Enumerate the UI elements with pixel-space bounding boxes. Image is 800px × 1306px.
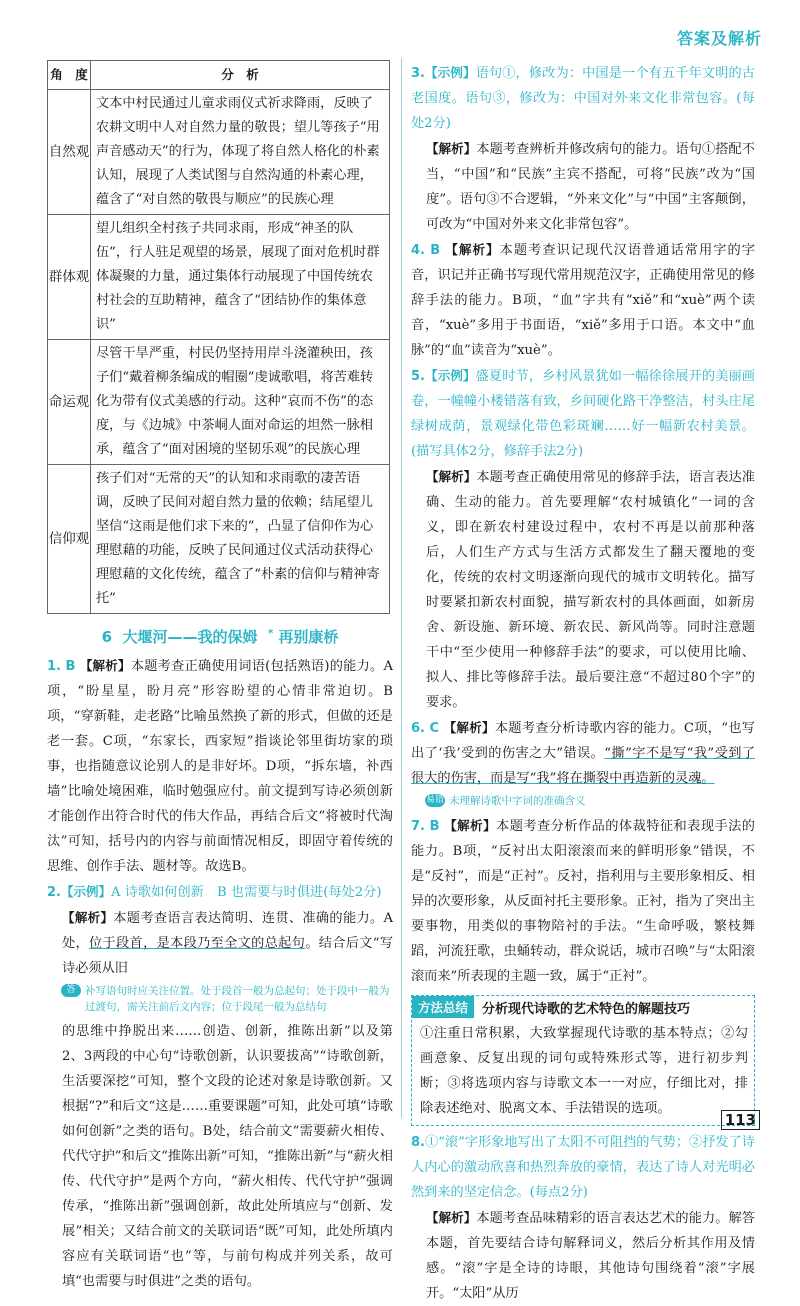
section-title-main: 大堰河——我的保姆 [122,628,258,646]
example-answer: 盛夏时节，乡村风景犹如一幅徐徐展开的美丽画卷，一幢幢小楼错落有致，乡间硬化路干净整洁，村头庄尾绿树成荫，景观绿化带色彩斑斓……好一幅新农村美景。(描写具体2分，修辞手法2分) [411,369,755,459]
error-text: 未理解诗歌中字词的准确含义 [449,795,586,807]
example-tag: 【示例】 [424,65,476,80]
answer-8-analysis [411,1205,755,1306]
example-tag: 【示例】 [424,368,476,383]
answer-3-analysis [411,136,755,237]
method-summary-box [411,995,755,1126]
analysis-tag: 【解析】 [445,242,500,257]
analysis-text: 本题考查分析作品的体裁特征和表现手法的能力。B项，“反衬出太阳滚滚而来的鲜明形象”错误，不是“反衬”，而是“正衬”。反衬，指利用与主要形象相反、相异的次要形象，从反面衬托主要形象。正衬，指为了突出主要事物，用类似的事物陪衬的手法。“生命呼吸，繁枝舞蹈，河流狂歌，虫蛹转动，群众说话，城市召唤”与“太阳滚滚而来”所表现的主题一致，属于“正衬”。 [411,819,755,984]
answer-3 [411,60,755,136]
analysis-text: 。结合后文“写诗必须从旧 [62,936,394,976]
table-row-key: 信仰观 [48,465,91,614]
table-row [48,465,390,614]
section-title-second: 再别康桥 [278,628,339,646]
answer-2 [47,879,393,905]
tip-text: 补写语句时应关注位置。处于段首一般为总起句；处于段中一般为过渡句，需关注前后文内容；位于段尾一般为总结句 [85,985,390,1013]
answer-5 [411,363,755,464]
table-row-text: 孩子们对“无常的天”的认知和求雨歌的凄苦语调，反映了民间对超自然力量的依赖；结尾望儿坚信“这雨是他们求下来的”，凸显了信仰作为心理慰藉的功能，反映了民间通过仪式活动获得心理慰藉的文化传统，蕴含了“朴素的信仰与精神寄托” [91,465,390,614]
answer-2-analysis [47,905,393,981]
answer-choice: B [429,819,440,834]
analysis-text: 本题考查正确使用常见的修辞手法，语言表达准确、生动的能力。首先要理解“农村城镇化”一词的含义，即在新农村建设过程中，农村不再是以前那种落后，人们生产方式与生活方式都发生了翻天覆地的变化，传统的农村文明逐渐向现代的城市文明转化。描写时要紧扣新农村面貌，描写新农村的具体画面，如新房舍、新设施、新环境、新农民、新风尚等。同时注意题干中“至少使用一种修辞手法”的要求，可以使用比喻、拟人、排比等修辞手法。最后要注意“不超过80个字”的要求。 [426,470,755,710]
section-title-sup: * [267,628,274,639]
example-answer: A 诗歌如何创新 B 也需要与时俱进(每处2分) [111,885,382,900]
answer-6 [411,715,755,791]
error-note [411,793,755,809]
question-number: 1. [47,659,61,674]
analysis-text: 本题考查语言表达简明、连贯、准确的能力。A处， [62,911,393,951]
answer-4 [411,237,755,363]
analysis-text: 本题考查品味精彩的语言表达艺术的能力。解答本题，首先要结合诗句解释词义，然后分析其作用及情感。“滚”字是全诗的诗眼，其他诗句围绕着“滚”字展开。“太阳”从历 [426,1211,755,1301]
table-row-text: 文本中村民通过儿童求雨仪式祈求降雨，反映了农耕文明中人对自然力量的敬畏；望儿等孩子“用声音感动天”的行为，体现了将自然人格化的朴素认知，展现了人类试图与自然沟通的朴素心理，蕴含了“对自然的敬畏与顺应”的民族心理 [91,90,390,215]
question-number: 6. [411,721,425,736]
question-number: 3. [411,66,425,81]
right-column [411,60,755,1306]
example-tag: 【示例】 [60,884,111,899]
answer-8 [411,1130,755,1205]
method-summary-text: ①注重日常积累，大致掌握现代诗歌的基本特点；②勾画意象、反复出现的词句或特殊形式等，进行初步判断；③将选项内容与诗歌文本一一对应，仔细比对，排除表述绝对、脱离文本、手法错误的选项。 [420,1026,748,1116]
underlined-text: 位于段首，是本段乃至全文的总起句 [89,936,306,951]
table-row-text: 尽管干旱严重，村民仍坚持用岸斗浇灌秧田，孩子们“戴着柳条编成的帽圈”虔诚歌唱，将苦难转化为带有仪式美感的行动。这种“哀而不伤”的态度，与《边城》中茶峒人面对命运的坦然一脉相承，蕴含了“面对困境的坚韧乐观”的民族心理 [91,340,390,465]
analysis-tag: 【解析】 [79,658,131,673]
analysis-text: 本题考查正确使用词语(包括熟语)的能力。A项，“盼星星，盼月亮”形容盼望的心情非常迫切。B项，“穿新鞋，走老路”比喻虽然换了新的形式，但做的还是老一套。C项，“东家长，西家短”指谈论邻里街坊家的琐事，也指随意议论别人的是非好坏。D项，“拆东墙，补西墙”比喻处境困难，临时勉强应付。前文提到写诗必须创新才能创作出符合时代的伟大作品，再结合后文“将被时代淘汰”可知，括号内的内容与前面情况相反，即固守着传统的思维、创作手法、题材等。故选B。 [47,659,393,874]
analysis-tag: 【解析】 [443,720,495,735]
question-number: 2. [47,885,61,900]
underlined-text: “撕”字不是写“我”受到了很大的伤害，而是写“我”将在撕裂中再造新的灵魂。 [411,746,756,786]
answer-1 [47,653,393,879]
answer-choice: B [65,659,76,674]
answer-choice: B [430,243,441,258]
table-row-key: 命运观 [48,340,91,465]
answer-7 [411,813,755,989]
left-column [47,60,393,1294]
method-summary-header [412,996,754,1018]
table-row-text: 望儿组织全村孩子共同求雨，形成“神圣的队伍”，行人驻足观望的场景，展现了面对危机时群体凝聚的力量，通过集体行动展现了中国传统农村社会的互助精神，蕴含了“团结协作的集体意识” [91,215,390,340]
answer-choice: C [429,721,440,736]
tip-badge-icon: 答 [61,984,81,997]
analysis-text: 本题考查识记现代汉语普通话常用字的字音，识记并正确书写现代常用规范汉字，正确使用常见的修辞手法的能力。B项，“血”字共有“xiě”和“xuè”两个读音，“xuè”多用于书面语，“xiě”多用于口语。本文中“血脉”的“血”读音为“xuè”。 [411,243,755,358]
table-header-row [48,61,390,90]
question-number: 4. [411,243,425,258]
example-answer: ①“滚”字形象地写出了太阳不可阻挡的气势；②抒发了诗人内心的激动欣喜和热烈奔放的豪情，表达了诗人对光明必然到来的坚定信念。(每点2分) [411,1135,755,1200]
method-summary-title: 分析现代诗歌的艺术特色的解题技巧 [482,1001,691,1017]
section-title [47,626,393,647]
question-number: 8. [411,1135,425,1150]
section-number: 6 [101,628,113,646]
analysis-tag: 【解析】 [62,910,114,925]
question-number: 5. [411,369,425,384]
table-row [48,90,390,215]
analysis-tag: 【解析】 [426,1210,477,1225]
analysis-tag: 【解析】 [426,469,477,484]
table-row [48,340,390,465]
table-row-key: 群体观 [48,215,91,340]
table-header-angle: 角 度 [48,61,91,90]
question-number: 7. [411,819,425,834]
analysis-text: 本题考查辨析并修改病句的能力。语句①搭配不当，“中国”和“民族”主宾不搭配，可将“民族”改为“国度”。语句③不合逻辑，“外来文化”与“中国”主客颠倒，可改为“中国对外来文化非常包容”。 [426,142,755,232]
page-number: 113 [721,1110,760,1130]
method-summary-tag: 方法总结 [412,996,474,1018]
table-row-key: 自然观 [48,90,91,215]
analysis-tag: 【解析】 [426,141,477,156]
table-row [48,215,390,340]
column-divider [401,58,402,1118]
tip-note [47,983,393,1015]
answer-2-analysis-cont: 的思维中挣脱出来……创造、创新，推陈出新”以及第2、3两段的中心句“诗歌创新，认识要拔高”“诗歌创新，生活要深挖”可知，整个文段的论述对象是诗歌创新。又根据“?”和后文“这是……重要课题”可知，此处可填“诗歌如何创新”之类的语句。B处，结合前文“需要薪火相传、代代守护”和后文“推陈出新”可知，“推陈出新”与“薪火相传、代代守护”是两个方向，“薪火相传、代代守护”强调传承，“推陈出新”强调创新，故此处所填应与“创新、发展”相关；又结合前文的关联词语“既”可知，此处所填内容应有关联词语“也”等，与前句构成并列关系，故可填“也需要与时俱进”之类的语句。 [62,1024,393,1289]
answer-5-analysis [411,464,755,715]
example-answer: 语句①，修改为：中国是一个有五千年文明的古老国度。语句③，修改为：中国对外来文化非常包容。(每处2分) [411,66,755,131]
analysis-tag: 【解析】 [444,818,497,833]
analysis-text: 本题考查分析诗歌内容的能力。C项，“也写出了‘我’受到的伤害之大”错误。 [411,721,755,761]
page-header-title: 答案及解析 [676,29,762,48]
analysis-table [47,60,390,614]
error-badge-icon: 易错 [425,795,444,805]
table-header-analysis: 分 析 [91,61,390,90]
